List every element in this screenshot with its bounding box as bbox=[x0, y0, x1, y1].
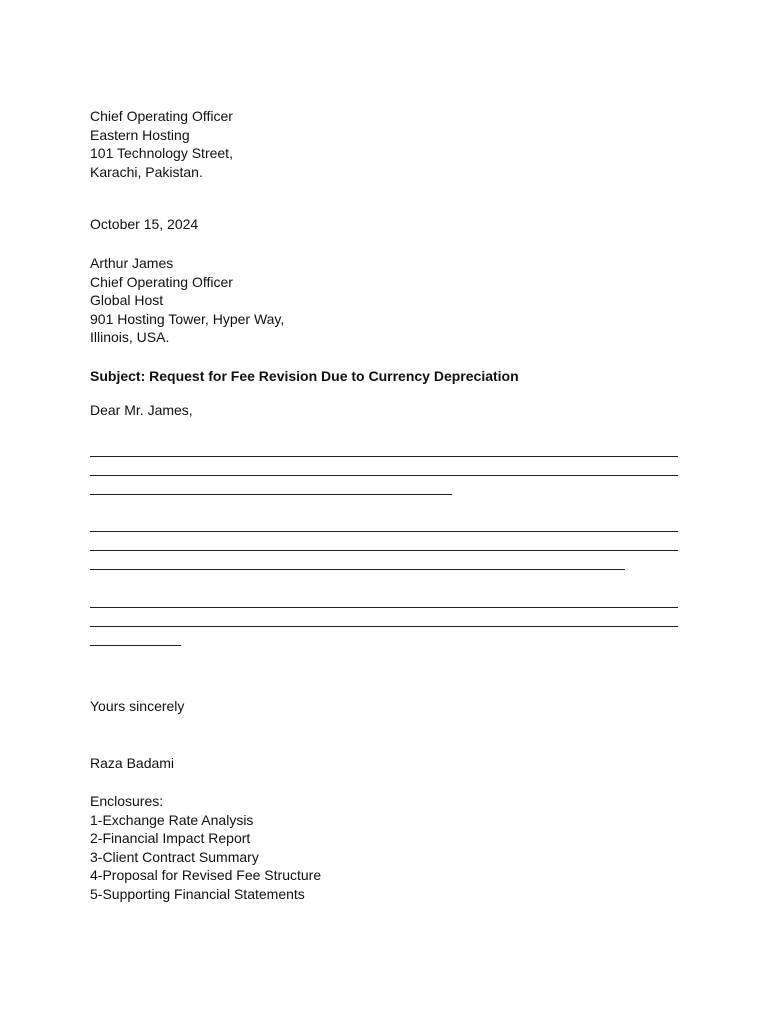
blank-line bbox=[90, 627, 181, 646]
blank-line bbox=[90, 513, 678, 532]
enclosure-item: 3-Client Contract Summary bbox=[90, 848, 259, 865]
blank-line bbox=[90, 476, 452, 495]
recipient-title: Chief Operating Officer bbox=[90, 273, 233, 290]
enclosures-heading: Enclosures: bbox=[90, 793, 164, 809]
blank-line bbox=[90, 457, 678, 476]
blank-line bbox=[90, 438, 678, 457]
enclosure-item: 4-Proposal for Revised Fee Structure bbox=[90, 867, 322, 884]
sender-company: Eastern Hosting bbox=[90, 126, 190, 143]
enclosures-block bbox=[90, 792, 321, 904]
blank-paragraph-1 bbox=[90, 438, 678, 495]
letter-date: October 15, 2024 bbox=[90, 216, 199, 232]
sender-city: Karachi, Pakistan. bbox=[90, 163, 203, 180]
salutation: Dear Mr. James, bbox=[90, 402, 193, 418]
recipient-name: Arthur James bbox=[90, 255, 174, 271]
enclosure-item: 1-Exchange Rate Analysis bbox=[90, 811, 254, 828]
blank-line bbox=[90, 551, 625, 570]
blank-paragraph-3 bbox=[90, 589, 678, 646]
closing: Yours sincerely bbox=[90, 698, 185, 714]
recipient-street: 901 Hosting Tower, Hyper Way, bbox=[90, 310, 285, 327]
blank-line bbox=[90, 608, 678, 627]
subject-line: Subject: Request for Fee Revision Due to Currency Depreciation bbox=[90, 368, 519, 384]
sender-title: Chief Operating Officer bbox=[90, 108, 233, 124]
enclosure-item: 5-Supporting Financial Statements bbox=[90, 885, 305, 902]
sender-address-block bbox=[90, 107, 233, 181]
recipient-city: Illinois, USA. bbox=[90, 329, 170, 346]
signer-name: Raza Badami bbox=[90, 755, 175, 771]
recipient-address-block bbox=[90, 254, 284, 347]
blank-paragraph-2 bbox=[90, 513, 678, 570]
sender-street: 101 Technology Street, bbox=[90, 145, 233, 162]
blank-line bbox=[90, 589, 678, 608]
recipient-company: Global Host bbox=[90, 292, 164, 309]
blank-line bbox=[90, 532, 678, 551]
enclosures-list bbox=[90, 811, 321, 904]
enclosure-item: 2-Financial Impact Report bbox=[90, 830, 251, 847]
